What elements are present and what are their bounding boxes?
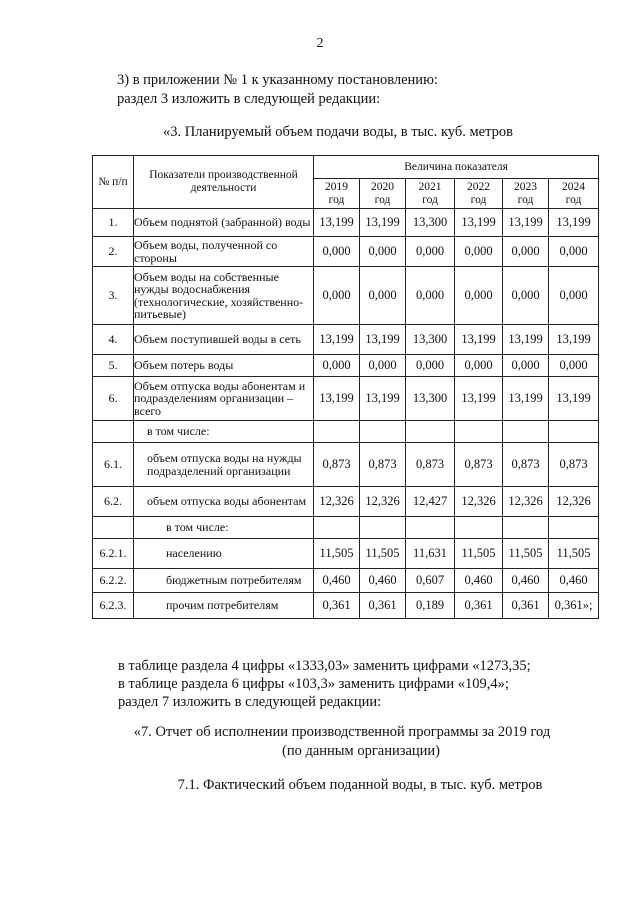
row-value: 11,505 bbox=[503, 539, 549, 569]
page-number: 2 bbox=[316, 36, 324, 51]
table-row bbox=[93, 377, 599, 421]
row-value bbox=[314, 517, 360, 539]
after-table-text bbox=[118, 657, 531, 711]
row-value bbox=[455, 517, 503, 539]
row-value: 12,427 bbox=[406, 487, 455, 517]
row-value: 13,199 bbox=[360, 325, 406, 355]
table-row bbox=[93, 237, 599, 267]
row-label: Объем воды, полученной со стороны bbox=[134, 237, 314, 267]
row-value bbox=[406, 421, 455, 443]
section71-title: 7.1. Фактический объем поданной воды, в тыс. куб. метров bbox=[177, 777, 543, 793]
table-row bbox=[93, 487, 599, 517]
row-value: 0,000 bbox=[549, 267, 599, 325]
row-value bbox=[549, 421, 599, 443]
row-value: 13,199 bbox=[455, 325, 503, 355]
header-year-number: 2024 bbox=[562, 180, 586, 193]
row-value: 0,460 bbox=[455, 569, 503, 593]
row-number bbox=[93, 517, 134, 539]
table-row bbox=[93, 355, 599, 377]
row-value: 0,361 bbox=[503, 593, 549, 619]
row-value: 0,361»; bbox=[549, 593, 599, 619]
row-value: 13,199 bbox=[503, 209, 549, 237]
header-indicator-text: Показатели производственной деятельности bbox=[149, 169, 298, 194]
table-row bbox=[93, 325, 599, 355]
row-value: 0,189 bbox=[406, 593, 455, 619]
row-value: 12,326 bbox=[503, 487, 549, 517]
table-title: «3. Планируемый объем подачи воды, в тыс. куб. метров bbox=[163, 124, 513, 140]
row-number: 3. bbox=[93, 267, 134, 325]
intro-line-2: раздел 3 изложить в следующей редакции: bbox=[117, 91, 381, 107]
header-num: № п/п bbox=[93, 156, 134, 209]
row-value: 0,873 bbox=[503, 443, 549, 487]
row-label: Объем поднятой (забранной) воды bbox=[134, 209, 314, 237]
row-value: 0,000 bbox=[503, 355, 549, 377]
row-number: 6. bbox=[93, 377, 134, 421]
row-value: 13,199 bbox=[314, 325, 360, 355]
section7-title-line-2: (по данным организации) bbox=[281, 743, 440, 759]
row-value: 13,199 bbox=[314, 209, 360, 237]
header-year-suffix: год bbox=[517, 193, 534, 206]
row-value: 13,199 bbox=[503, 325, 549, 355]
row-value: 13,199 bbox=[455, 377, 503, 421]
table-row bbox=[93, 443, 599, 487]
row-value: 0,361 bbox=[455, 593, 503, 619]
row-value: 0,000 bbox=[314, 237, 360, 267]
header-indicator bbox=[134, 156, 314, 209]
row-label: Объем потерь воды bbox=[134, 355, 314, 377]
table-row bbox=[93, 569, 599, 593]
row-label: Объем поступившей воды в сеть bbox=[134, 325, 314, 355]
row-value bbox=[360, 421, 406, 443]
row-value bbox=[314, 421, 360, 443]
row-number: 4. bbox=[93, 325, 134, 355]
water-supply-table bbox=[92, 155, 599, 619]
row-value: 0,000 bbox=[455, 267, 503, 325]
row-value: 13,300 bbox=[406, 209, 455, 237]
row-number: 6.2. bbox=[93, 487, 134, 517]
row-value: 0,000 bbox=[314, 355, 360, 377]
row-label: прочим потребителям bbox=[134, 593, 314, 619]
table-body bbox=[93, 209, 599, 619]
row-value: 0,873 bbox=[406, 443, 455, 487]
row-number: 6.1. bbox=[93, 443, 134, 487]
header-year-number: 2019 bbox=[325, 180, 348, 193]
header-year bbox=[406, 179, 455, 209]
header-year bbox=[503, 179, 549, 209]
row-value: 13,199 bbox=[503, 377, 549, 421]
table-row bbox=[93, 209, 599, 237]
row-number: 6.2.1. bbox=[93, 539, 134, 569]
header-year-suffix: год bbox=[328, 193, 345, 206]
row-value: 0,873 bbox=[314, 443, 360, 487]
row-value: 13,199 bbox=[360, 377, 406, 421]
table-row bbox=[93, 539, 599, 569]
after-line-2: в таблице раздела 6 цифры «103,3» заменить цифрами «109,4»; bbox=[118, 676, 509, 692]
row-value: 0,000 bbox=[549, 237, 599, 267]
header-year bbox=[455, 179, 503, 209]
row-label: объем отпуска воды на нужды подразделений организации bbox=[134, 443, 314, 487]
row-value: 12,326 bbox=[360, 487, 406, 517]
header-year-number: 2022 bbox=[467, 180, 490, 193]
row-number: 6.2.3. bbox=[93, 593, 134, 619]
row-value: 0,000 bbox=[503, 237, 549, 267]
header-year bbox=[549, 179, 599, 209]
intro-text bbox=[117, 71, 438, 109]
header-year-suffix: год bbox=[470, 193, 487, 206]
row-label: в том числе: bbox=[134, 517, 314, 539]
row-value: 0,361 bbox=[314, 593, 360, 619]
section7-title-line-1: «7. Отчет об исполнении производственной программы за 2019 год bbox=[133, 724, 551, 740]
header-year-number: 2020 bbox=[371, 180, 394, 193]
after-line-3: раздел 7 изложить в следующей редакции: bbox=[118, 694, 382, 710]
row-label: объем отпуска воды абонентам bbox=[134, 487, 314, 517]
row-value: 0,000 bbox=[360, 267, 406, 325]
header-year-suffix: год bbox=[422, 193, 438, 206]
row-value: 0,460 bbox=[314, 569, 360, 593]
row-number: 2. bbox=[93, 237, 134, 267]
row-value: 0,000 bbox=[455, 355, 503, 377]
row-value: 13,199 bbox=[549, 325, 599, 355]
row-value: 11,505 bbox=[455, 539, 503, 569]
row-value bbox=[549, 517, 599, 539]
row-value: 0,000 bbox=[406, 267, 455, 325]
row-value: 0,000 bbox=[455, 237, 503, 267]
row-number: 1. bbox=[93, 209, 134, 237]
row-value: 0,000 bbox=[360, 355, 406, 377]
row-label: Объем отпуска воды абонентам и подразделениям организации – всего bbox=[134, 377, 314, 421]
row-label: бюджетным потребителям bbox=[134, 569, 314, 593]
row-value: 0,460 bbox=[503, 569, 549, 593]
row-value bbox=[503, 517, 549, 539]
row-value: 13,199 bbox=[360, 209, 406, 237]
row-value: 13,199 bbox=[549, 377, 599, 421]
table-row bbox=[93, 517, 599, 539]
row-value: 0,000 bbox=[314, 267, 360, 325]
row-value: 0,873 bbox=[549, 443, 599, 487]
row-value: 11,505 bbox=[314, 539, 360, 569]
row-value: 0,000 bbox=[406, 355, 455, 377]
row-value: 12,326 bbox=[549, 487, 599, 517]
row-value: 13,199 bbox=[314, 377, 360, 421]
header-year-suffix: год bbox=[374, 193, 391, 206]
row-label: в том числе: bbox=[134, 421, 314, 443]
header-year-suffix: год bbox=[565, 193, 582, 206]
row-value: 0,361 bbox=[360, 593, 406, 619]
row-value: 0,000 bbox=[549, 355, 599, 377]
row-value: 0,460 bbox=[360, 569, 406, 593]
row-value: 13,199 bbox=[455, 209, 503, 237]
row-value bbox=[406, 517, 455, 539]
intro-line-1: 3) в приложении № 1 к указанному постановлению: bbox=[117, 72, 438, 88]
row-label: населению bbox=[134, 539, 314, 569]
header-year bbox=[360, 179, 406, 209]
row-value bbox=[503, 421, 549, 443]
table-row bbox=[93, 267, 599, 325]
row-value: 11,505 bbox=[549, 539, 599, 569]
row-number: 5. bbox=[93, 355, 134, 377]
row-value: 0,873 bbox=[455, 443, 503, 487]
row-value: 0,607 bbox=[406, 569, 455, 593]
row-value: 12,326 bbox=[455, 487, 503, 517]
row-value: 11,505 bbox=[360, 539, 406, 569]
row-value bbox=[360, 517, 406, 539]
row-value: 12,326 bbox=[314, 487, 360, 517]
header-year-number: 2023 bbox=[514, 180, 537, 193]
header-year bbox=[314, 179, 360, 209]
row-number bbox=[93, 421, 134, 443]
row-label: Объем воды на собственные нужды водоснабжения (технологические, хозяйственно-питьевые) bbox=[134, 267, 314, 325]
row-value: 13,300 bbox=[406, 377, 455, 421]
row-number: 6.2.2. bbox=[93, 569, 134, 593]
row-value: 0,000 bbox=[503, 267, 549, 325]
row-value: 0,460 bbox=[549, 569, 599, 593]
row-value: 0,873 bbox=[360, 443, 406, 487]
header-year-number: 2021 bbox=[418, 180, 442, 193]
row-value: 13,199 bbox=[549, 209, 599, 237]
row-value bbox=[455, 421, 503, 443]
table-row bbox=[93, 421, 599, 443]
after-line-1: в таблице раздела 4 цифры «1333,03» заменить цифрами «1273,35; bbox=[118, 658, 531, 674]
table-row bbox=[93, 593, 599, 619]
header-value: Величина показателя bbox=[314, 156, 599, 179]
row-value: 0,000 bbox=[360, 237, 406, 267]
row-value: 13,300 bbox=[406, 325, 455, 355]
row-value: 0,000 bbox=[406, 237, 455, 267]
row-value: 11,631 bbox=[406, 539, 455, 569]
